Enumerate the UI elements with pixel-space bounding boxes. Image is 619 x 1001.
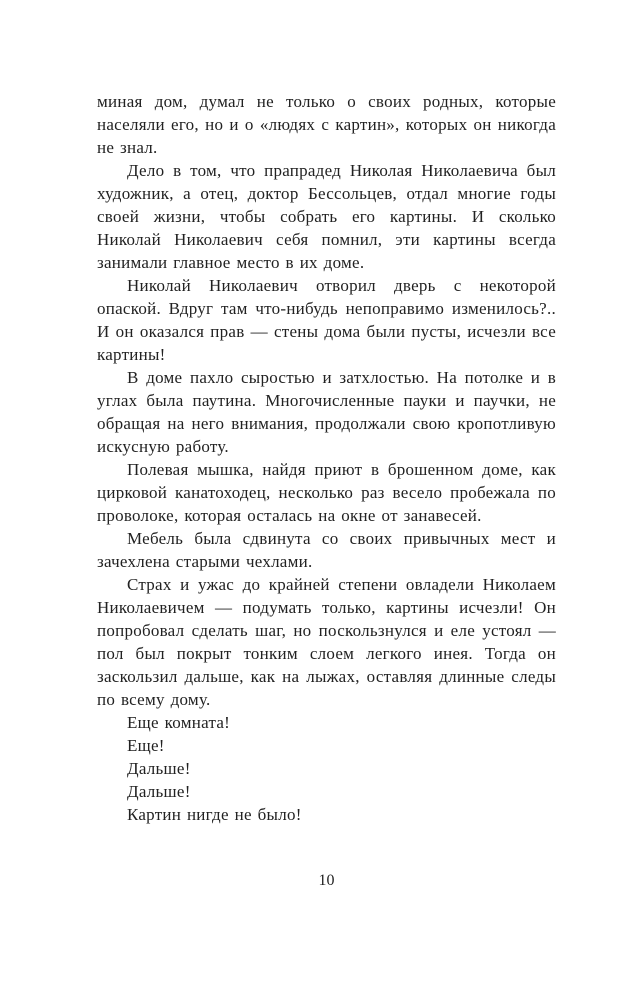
page-text (97, 90, 556, 826)
paragraph: миная дом, думал не только о своих родных, которые населяли его, но и о «людях с картин», которых он никогда не знал. (97, 92, 556, 157)
paragraph: Страх и ужас до крайней степени овладели Николаем Николаевичем — подумать только, картины исчезли! Он попробовал сделать шаг, но поскользнулся и еле устоял — пол был покрыт тонким слоем легкого инея. Тогда он заскользил дальше, как на лыжах, оставляя длинные следы по всему дому. (97, 575, 556, 709)
paragraph: Мебель была сдвинута со своих привычных мест и зачехлена старыми чехлами. (97, 529, 556, 571)
paragraph: Еще комната! (127, 713, 231, 732)
paragraph: Дело в том, что прапрадед Николая Николаевича был художник, а отец, доктор Бессольцев, отдал многие годы своей жизни, чтобы собрать его картины. И сколько Николай Николаевич себя помнил, эти картины всегда занимали главное место в их доме. (97, 161, 556, 272)
paragraph: Полевая мышка, найдя приют в брошенном доме, как цирковой канатоходец, несколько раз весело пробежала по проволоке, которая осталась на окне от занавесей. (97, 460, 556, 525)
paragraph: Дальше! (127, 759, 191, 778)
paragraph: Дальше! (127, 782, 191, 801)
paragraph: Картин нигде не было! (127, 805, 302, 824)
paragraph: Николай Николаевич отворил дверь с некоторой опаской. Вдруг там что-нибудь непоправимо изменилось?.. И он оказался прав — стены дома были пусты, исчезли все картины! (97, 276, 556, 364)
page-number: 10 (318, 872, 335, 889)
paragraph: В доме пахло сыростью и затхлостью. На потолке и в углах была паутина. Многочисленные пауки и паучки, не обращая на него внимания, продолжали свою кропотливую искусную работу. (97, 368, 556, 456)
paragraph: Еще! (127, 736, 165, 755)
